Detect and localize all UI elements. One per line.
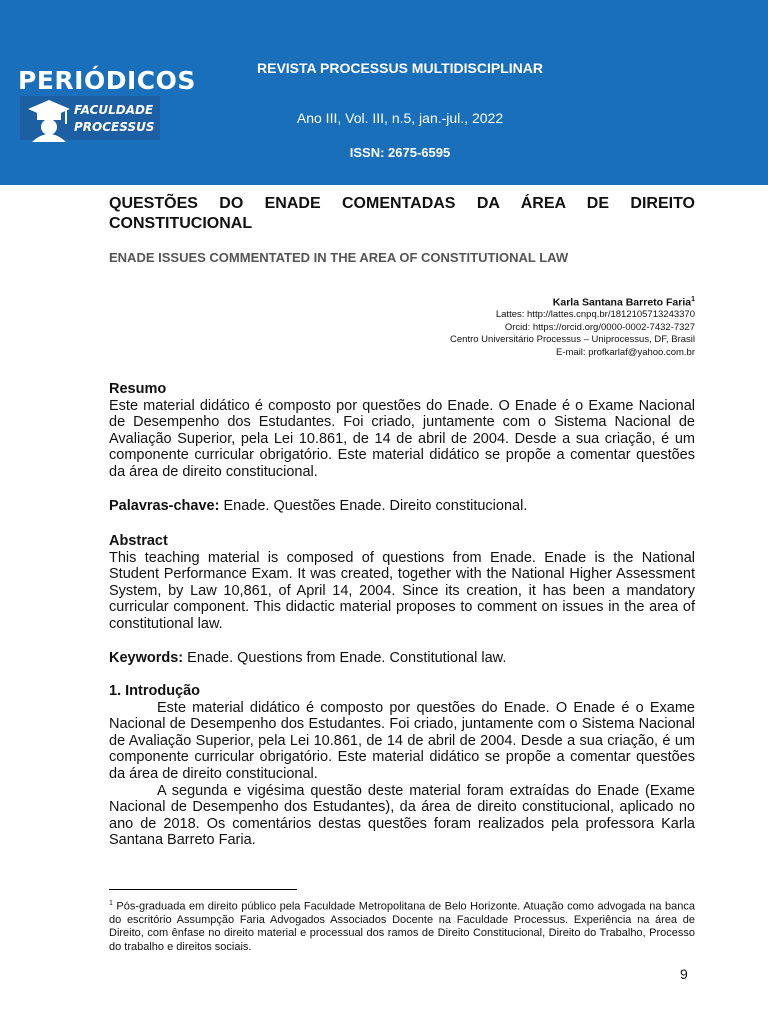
introduction-paragraph-2: A segunda e vigésima questão deste material foram extraídas do Enade (Exame Nacional de Desempenho dos Estudantes), da área de direito constitucional, aplicado no ano de 2018. Os comentários destas questões foram realizados pela professora Karla Santana Barreto Faria.	[109, 782, 695, 849]
issn: ISSN: 2675-6595	[349, 145, 451, 160]
journal-header-band	[0, 0, 768, 185]
introduction-paragraph-1: Este material didático é composto por questões do Enade. O Enade é o Exame Nacional de Desempenho dos Estudantes. Foi criado, juntamente com o Sistema Nacional de Avaliação Superior, pela Lei 10.861, de 14 de abril de 2004. Desde a sua criação, é um componente curricular obrigatório. Este material didático se propõe a comentar questões da área de direito constitucional.	[109, 699, 695, 782]
page-number: 9	[680, 966, 688, 982]
keywords-text: Enade. Questions from Enade. Constitutional law.	[183, 650, 507, 666]
abstract-heading: Abstract	[109, 533, 168, 549]
footnote-mark: 1	[109, 900, 113, 907]
journal-title: REVISTA PROCESSUS MULTIDISCIPLINAR	[257, 60, 543, 76]
logo-subtitle-2: PROCESSUS	[74, 120, 155, 134]
keywords-label: Keywords:	[109, 650, 184, 666]
footnote-text: Pós-graduada em direito público pela Faculdade Metropolitana de Belo Horizonte. Atuação como advogada na banca do escritório Assumpção Faria Advogados Associados Docente na Faculdade Processus. Experiência na área de Direito, com ênfase no direito material e processual dos ramos de Direito Constitucional, Direito do Trabalho, Processo do trabalho e direitos sociais.	[109, 900, 695, 953]
author-block	[450, 294, 695, 359]
author-orcid: Orcid: https://orcid.org/0000-0002-7432-7327	[504, 321, 695, 333]
periodicos-logo	[14, 66, 196, 146]
logo-subtitle-1: FACULDADE	[74, 103, 154, 117]
footnote	[109, 897, 695, 954]
author-lattes: Lattes: http://lattes.cnpq.br/1812105713243370	[495, 309, 695, 320]
article-subtitle: ENADE ISSUES COMMENTATED IN THE AREA OF CONSTITUTIONAL LAW	[109, 250, 569, 265]
resumo-text: Este material didático é composto por questões do Enade. O Enade é o Exame Nacional de Desempenho dos Estudantes. Foi criado, juntamente com o Sistema Nacional de Avaliação Superior, pela Lei 10.861, de 14 de abril de 2004. Desde a sua criação, é um componente curricular obrigatório. Este material didático se propõe a comentar questões da área de direito constitucional.	[109, 397, 695, 480]
article-title: QUESTÕES DO ENADE COMENTADAS DA ÁREA DE DIREITO CONSTITUCIONAL	[109, 195, 695, 232]
introduction-heading: 1. Introdução	[109, 683, 201, 699]
resumo-heading: Resumo	[109, 381, 167, 397]
author-name: Karla Santana Barreto Faria$^1$	[552, 296, 695, 309]
author-institution: Centro Universitário Processus – Uniprocessus, DF, Brasil	[450, 334, 695, 345]
author-footnote-mark: 1	[691, 296, 695, 303]
keywords	[109, 650, 695, 667]
palavras-chave	[109, 498, 695, 515]
issue-info: Ano III, Vol. III, n.5, jan.-jul., 2022	[296, 110, 504, 126]
footnote-divider	[109, 889, 297, 890]
abstract-text: This teaching material is composed of questions from Enade. Enade is the National Student Performance Exam. It was created, together with the National Higher Assessment System, by Law 10,861, of April 14, 2004. Since its creation, it has been a mandatory curricular component. This didactic material proposes to comment on issues in the area of constitutional law.	[109, 549, 695, 632]
introduction-section	[109, 683, 695, 849]
palavras-chave-label: Palavras-chave:	[109, 498, 220, 514]
graduate-cap-icon	[26, 96, 72, 142]
logo-title: PERIÓDICOS	[18, 66, 196, 95]
author-email: E-mail: profkarlaf@yahoo.com.br	[556, 346, 695, 358]
palavras-chave-text: Enade. Questões Enade. Direito constitucional.	[219, 498, 528, 514]
resumo-section	[109, 381, 695, 481]
abstract-section	[109, 533, 695, 633]
